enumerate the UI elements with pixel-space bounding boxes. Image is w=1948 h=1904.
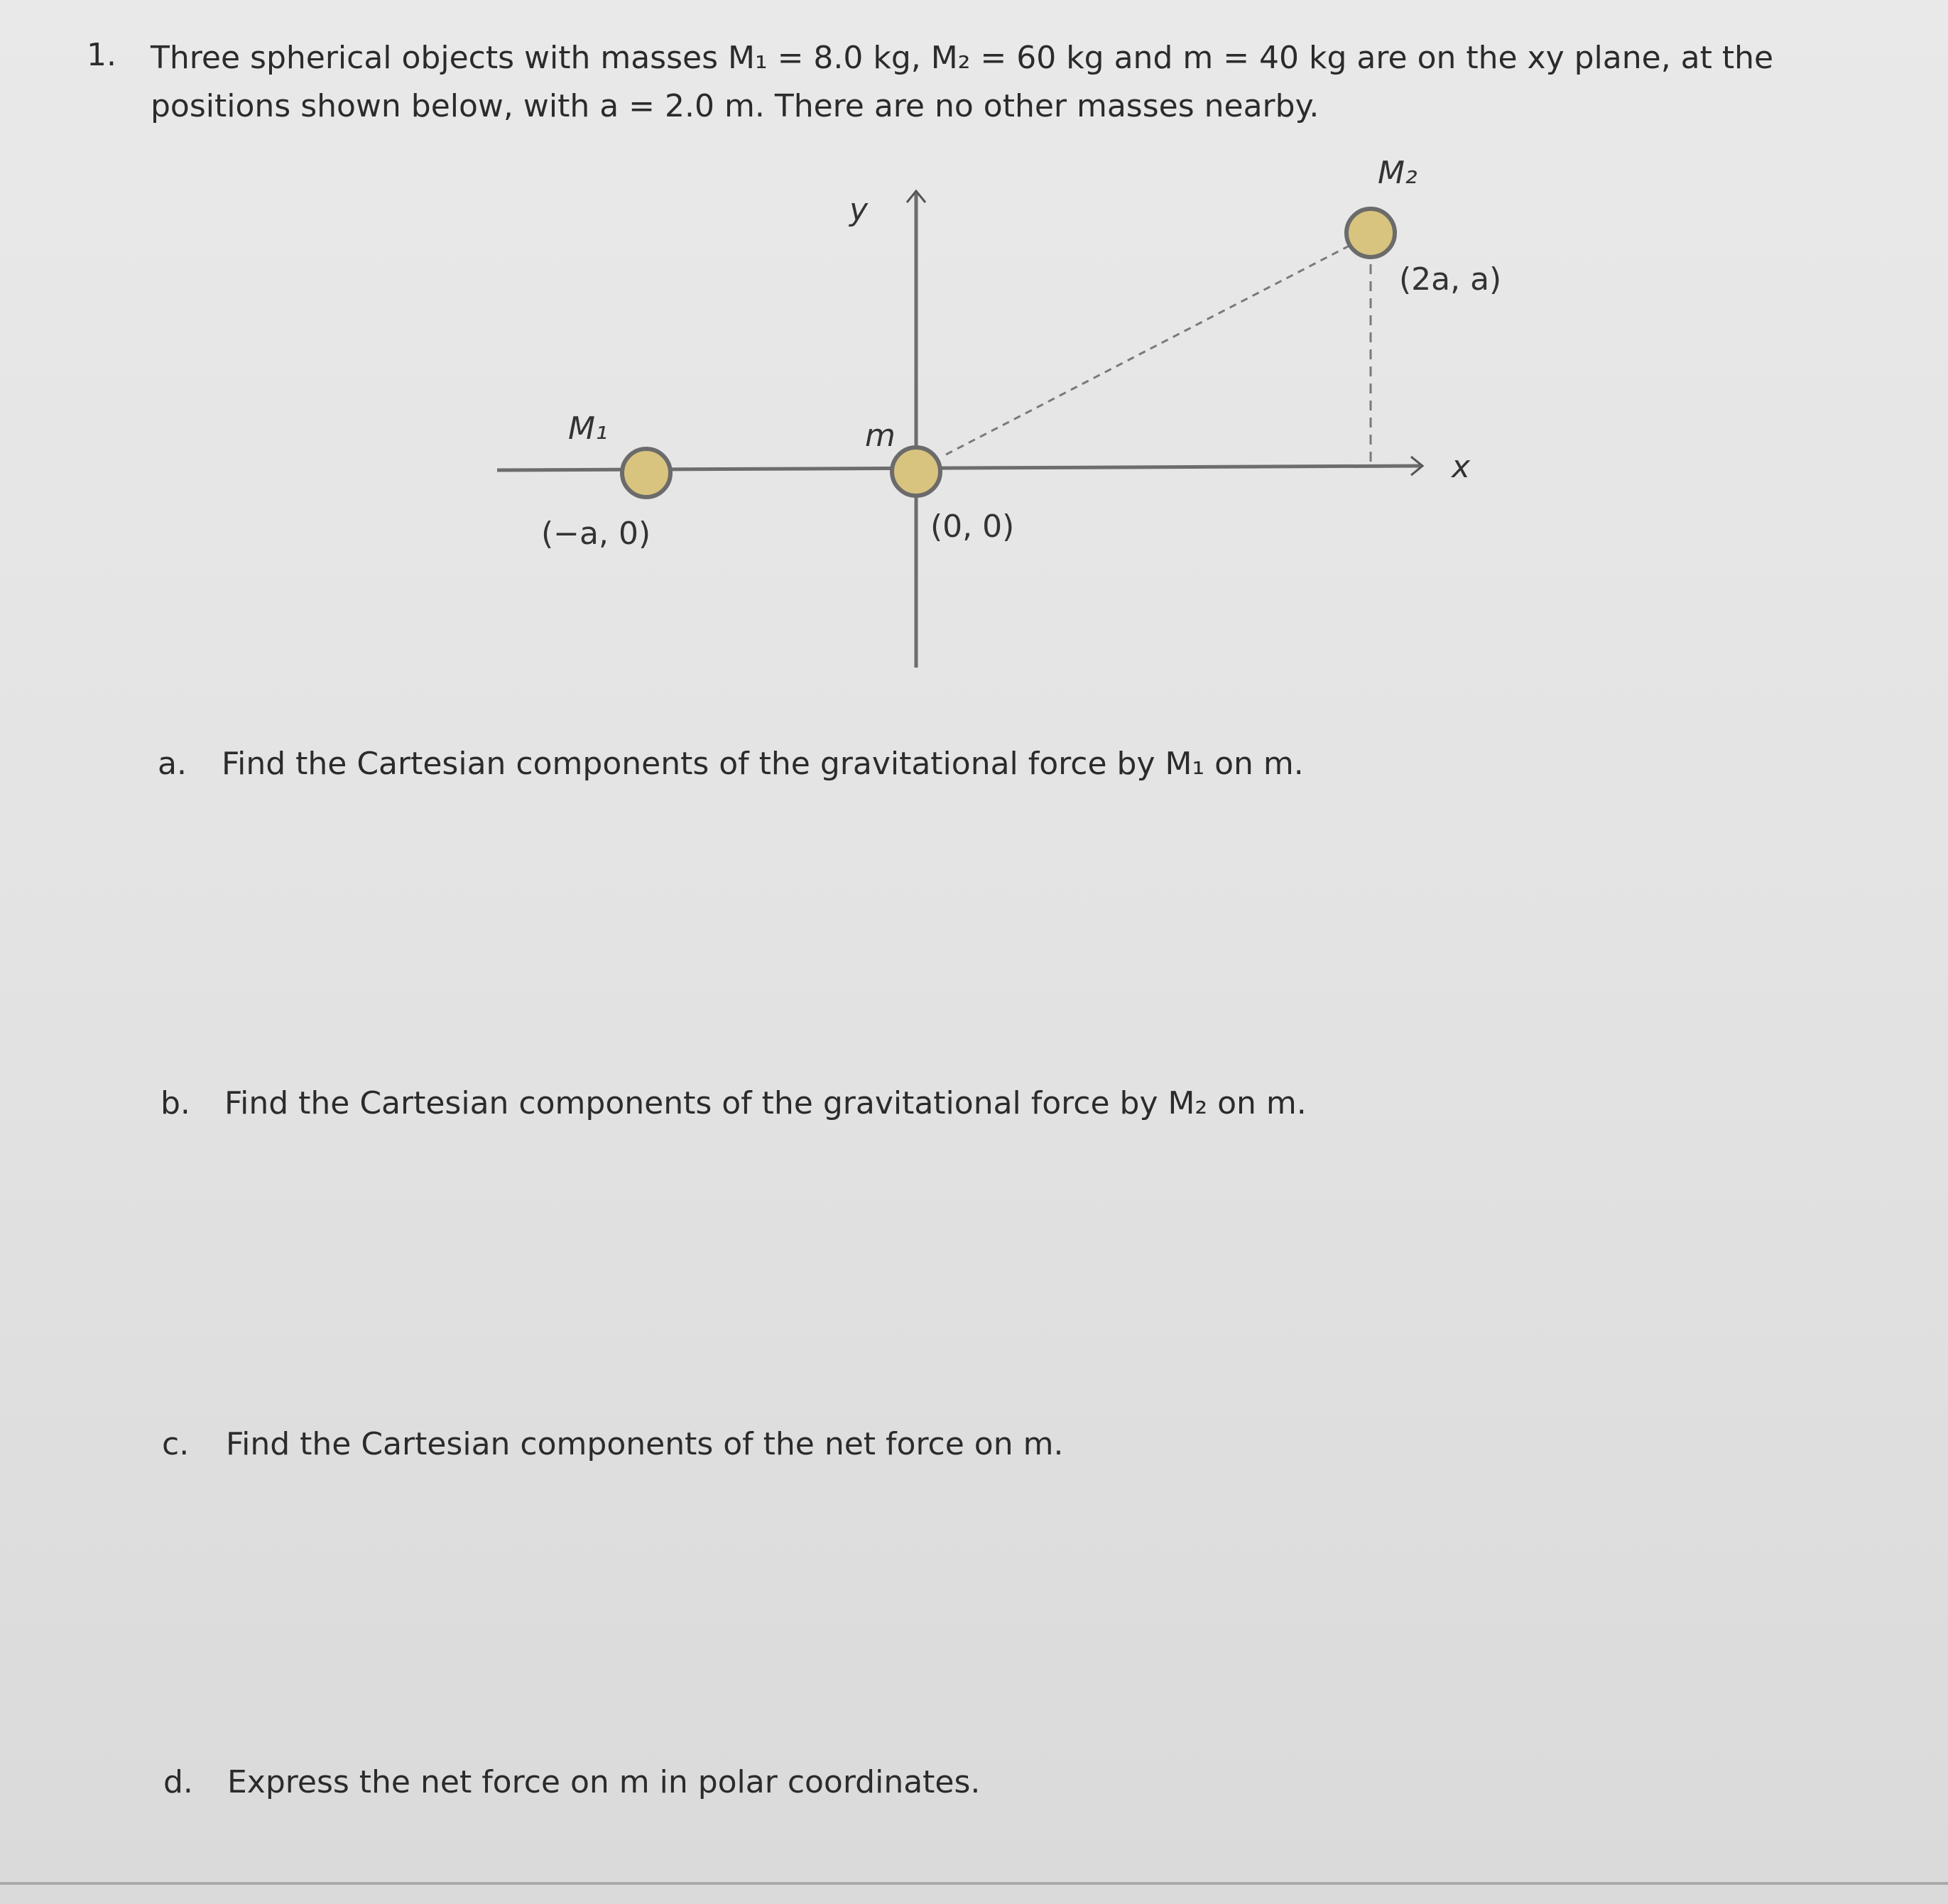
part-d [163, 1764, 980, 1800]
m2-label: M₂ [1378, 155, 1418, 191]
sphere-m1 [622, 449, 670, 497]
m1-label: M₁ [568, 410, 608, 447]
part-b-text: Find the Cartesian components of the gravitational force by M₂ on m. [224, 1085, 1307, 1121]
question-line-1: Three spherical objects with masses M₁ = 8.0 kg, M₂ = 60 kg and m = 40 kg are on the xy plane, at the [151, 40, 1774, 76]
sphere-m2 [1346, 209, 1395, 257]
position-diagram [0, 0, 1948, 710]
sphere-m [892, 447, 940, 496]
dashed-line-m-to-m2 [946, 246, 1349, 455]
part-c-text: Find the Cartesian components of the net force on m. [226, 1426, 1064, 1462]
x-axis-label: x [1452, 449, 1471, 485]
part-c-label: c. [162, 1426, 190, 1462]
page-bottom-edge [0, 1882, 1948, 1885]
m-label: m [865, 418, 896, 454]
question-number: 1. [87, 37, 116, 73]
part-b [160, 1085, 1307, 1121]
m-coordinate: (0, 0) [930, 508, 1015, 545]
y-axis-label: y [849, 192, 869, 228]
part-d-label: d. [163, 1764, 193, 1800]
part-c [162, 1426, 1063, 1462]
m1-coordinate: (−a, 0) [541, 516, 651, 552]
part-a-text: Find the Cartesian components of the gravitational force by M₁ on m. [222, 746, 1304, 782]
part-b-label: b. [160, 1085, 190, 1121]
question-line-2: positions shown below, with a = 2.0 m. There are no other masses nearby. [151, 88, 1319, 124]
m2-coordinate: (2a, a) [1399, 261, 1502, 298]
part-a-label: a. [158, 746, 187, 782]
part-d-text: Express the net force on m in polar coordinates. [227, 1764, 981, 1800]
part-a [158, 746, 1304, 782]
